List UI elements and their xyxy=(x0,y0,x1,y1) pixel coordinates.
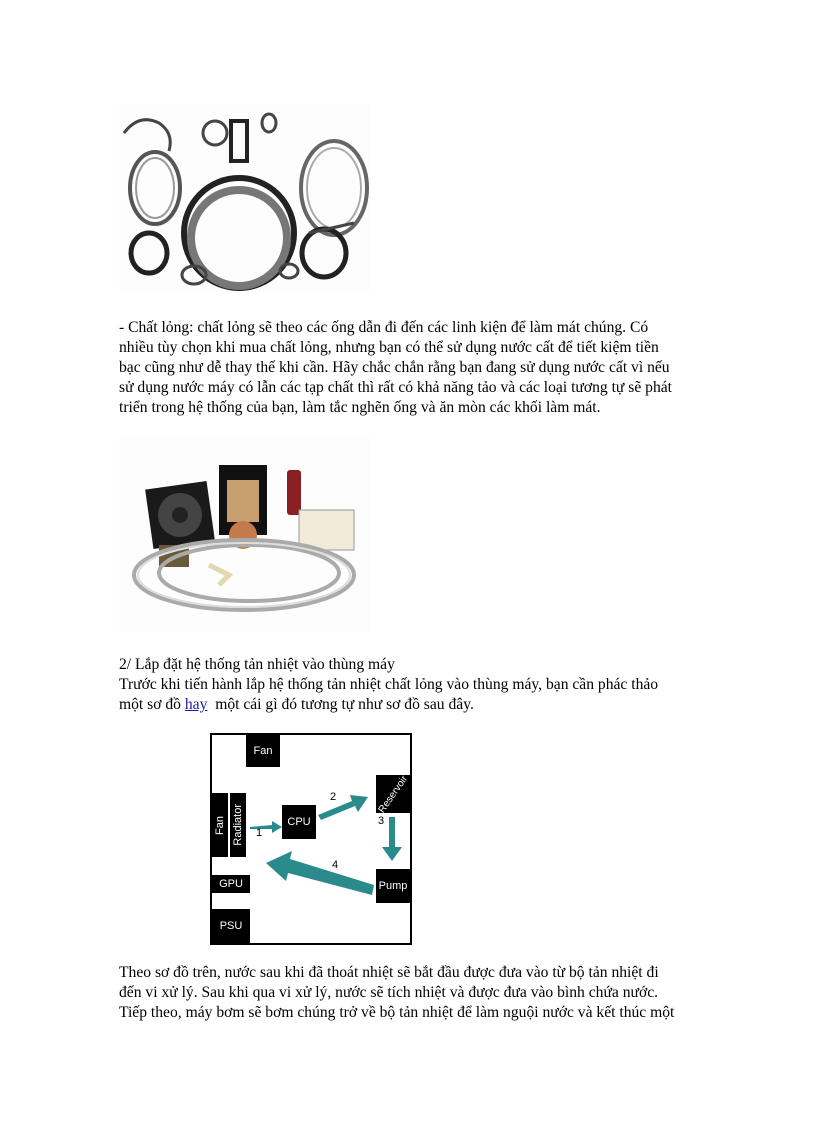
text-line: Trước khi tiến hành lắp hệ thống tản nhiệt chất lỏng vào thùng máy, bạn cần phác thảo xyxy=(119,676,659,693)
text-line xyxy=(119,695,699,715)
hose-clamps-photo xyxy=(119,103,371,293)
step-2-label: 2 xyxy=(330,791,337,803)
section-heading: 2/ Lắp đặt hệ thống tản nhiệt vào thùng máy xyxy=(119,656,395,673)
text-line: bạc cũng như dễ thay thế khi cần. Hãy chắc chắn rằng bạn đang sử dụng nước cất vì nếu xyxy=(119,359,670,376)
text-line: Theo sơ đồ trên, nước sau khi đã thoát nhiệt sẽ bắt đầu được đưa vào từ bộ tản nhiệt đi xyxy=(119,964,659,981)
radiator-label: Radiator xyxy=(232,804,244,846)
gpu-label: GPU xyxy=(219,878,243,890)
arrow-1 xyxy=(250,821,282,833)
text-line: đến vi xử lý. Sau khi qua vi xử lý, nước sẽ tích nhiệt và được đưa vào bình chứa nước. xyxy=(119,984,659,1001)
paragraph-intro xyxy=(119,675,699,715)
cpu-label: CPU xyxy=(287,816,311,828)
arrow-3 xyxy=(382,817,402,861)
step-3-label: 3 xyxy=(378,815,385,827)
hose-clamps-illustration xyxy=(119,103,371,293)
cooling-kit-photo xyxy=(119,435,371,633)
flow-arrows xyxy=(212,735,410,943)
fan-side-label: Fan xyxy=(214,815,226,835)
step-1-label: 1 xyxy=(256,827,263,839)
text-line: nhiều tùy chọn khi mua chất lỏng, nhưng bạn có thể sử dụng nước cất để tiết kiệm tiền xyxy=(119,339,659,356)
hay-link[interactable]: hay xyxy=(184,696,208,713)
arrow-4 xyxy=(266,851,374,895)
step-4-label: 4 xyxy=(332,859,339,871)
paragraph-liquid xyxy=(119,318,699,418)
cooling-loop-diagram xyxy=(210,733,412,945)
text-line: sử dụng nước máy có lẫn các tạp chất thì rất có khả năng tảo và các loại tương tự sẽ phát xyxy=(119,379,673,396)
pump-label: Pump xyxy=(378,880,408,892)
cooling-kit-illustration xyxy=(119,435,371,633)
text-line: triển trong hệ thống của bạn, làm tắc nghẽn ống và ăn mòn các khối làm mát. xyxy=(119,399,601,416)
text-segment: một sơ đồ xyxy=(119,696,185,713)
fan-top-label: Fan xyxy=(253,745,273,757)
arrow-2 xyxy=(318,795,368,820)
reservoir-label: Reservoir xyxy=(376,773,410,815)
text-line: - Chất lỏng: chất lỏng sẽ theo các ống dẫn đi đến các linh kiện để làm mát chúng. Có xyxy=(119,319,649,336)
text-segment: một cái gì đó tương tự như sơ đồ sau đây. xyxy=(207,696,474,713)
psu-label: PSU xyxy=(219,920,243,932)
paragraph-explain xyxy=(119,963,699,1023)
text-line: Tiếp theo, máy bơm sẽ bơm chúng trở về bộ tản nhiệt để làm nguội nước và kết thúc một xyxy=(119,1004,675,1021)
